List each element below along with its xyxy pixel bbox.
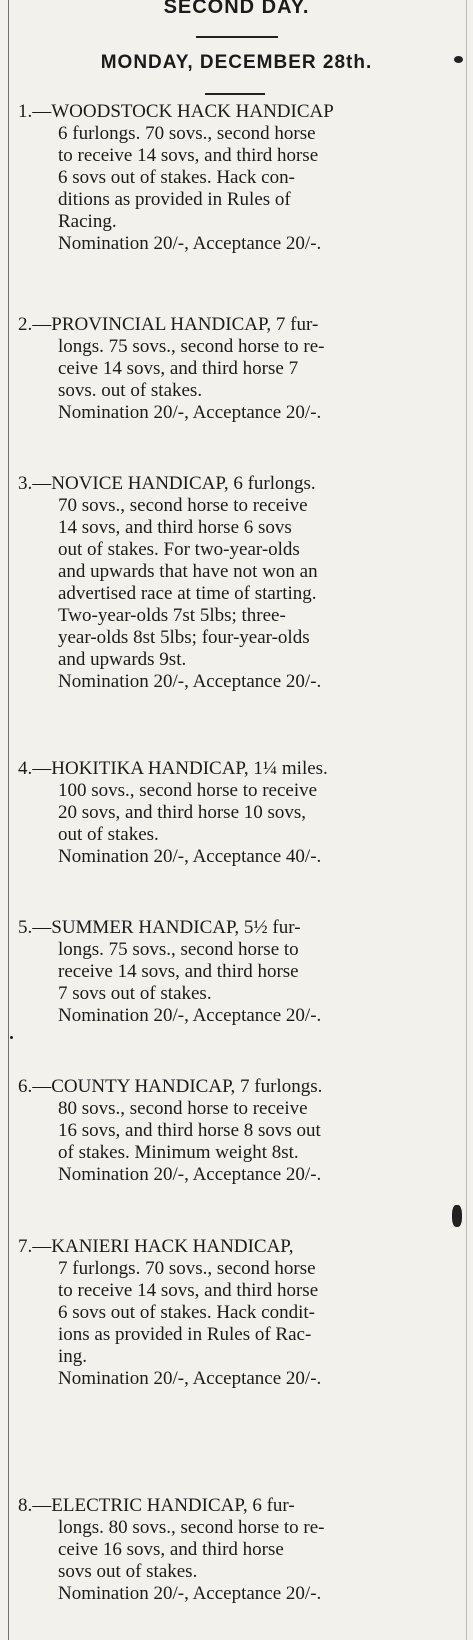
nomination-line: Nomination 20/-, Acceptance 40/-. — [58, 846, 322, 867]
race-entry-1 — [18, 101, 454, 255]
race-title: 3.—NOVICE HANDICAP, 6 furlongs. — [18, 473, 316, 494]
race-text-line: to receive 14 sovs, and third horse — [58, 145, 319, 166]
nomination-line: Nomination 20/-, Acceptance 20/-. — [58, 1005, 322, 1026]
race-text-line: receive 14 sovs, and third horse — [58, 961, 299, 982]
race-title: 2.—PROVINCIAL HANDICAP, 7 fur- — [18, 314, 319, 335]
race-text-line: 80 sovs., second horse to receive — [58, 1098, 308, 1119]
race-text-line: 16 sovs, and third horse 8 sovs out — [58, 1120, 321, 1141]
ink-speck — [454, 56, 463, 63]
race-text-line: 6 sovs out of stakes. Hack condit- — [58, 1302, 315, 1323]
race-title: 1.—WOODSTOCK HACK HANDICAP — [18, 101, 334, 122]
nomination-line: Nomination 20/-, Acceptance 20/-. — [58, 1583, 322, 1604]
race-entry-5 — [18, 917, 454, 1027]
nomination-line: Nomination 20/-, Acceptance 20/-. — [58, 233, 322, 254]
race-text-line: ditions as provided in Rules of — [58, 189, 291, 210]
race-title: 6.—COUNTY HANDICAP, 7 furlongs. — [18, 1076, 323, 1097]
race-entry-2 — [18, 314, 454, 424]
nomination-line: Nomination 20/-, Acceptance 20/-. — [58, 1368, 322, 1389]
nomination-line: Nomination 20/-, Acceptance 20/-. — [58, 402, 322, 423]
race-text-line: longs. 75 sovs., second horse to — [58, 939, 299, 960]
day-heading: SECOND DAY. — [163, 0, 310, 18]
race-text-line: Two-year-olds 7st 5lbs; three- — [58, 605, 286, 626]
race-text-line: sovs. out of stakes. — [58, 380, 203, 401]
race-text-line: Racing. — [58, 211, 117, 232]
race-text-line: ceive 16 sovs, and third horse — [58, 1539, 284, 1560]
race-text-line: 7 sovs out of stakes. — [58, 983, 212, 1004]
race-text-line: ing. — [58, 1346, 88, 1367]
column-rule-left — [8, 0, 9, 1640]
race-text-line: 14 sovs, and third horse 6 sovs — [58, 517, 292, 538]
race-entry-8 — [18, 1495, 454, 1605]
race-entry-4 — [18, 758, 454, 868]
race-text-line: ions as provided in Rules of Rac- — [58, 1324, 312, 1345]
race-title: 5.—SUMMER HANDICAP, 5½ fur- — [18, 917, 301, 938]
race-text-line: 20 sovs, and third horse 10 sovs, — [58, 802, 307, 823]
nomination-line: Nomination 20/-, Acceptance 20/-. — [58, 1164, 322, 1185]
column-rule-right — [466, 0, 467, 1640]
race-text-line: out of stakes. — [58, 824, 159, 845]
race-text-line: longs. 75 sovs., second horse to re- — [58, 336, 325, 357]
date-heading: MONDAY, DECEMBER 28th. — [100, 52, 373, 73]
race-entry-7 — [18, 1236, 454, 1390]
race-text-line: longs. 80 sovs., second horse to re- — [58, 1517, 325, 1538]
ink-speck — [10, 1036, 13, 1039]
race-text-line: 6 furlongs. 70 sovs., second horse — [58, 123, 316, 144]
race-text-line: 7 furlongs. 70 sovs., second horse — [58, 1258, 316, 1279]
race-title: 7.—KANIERI HACK HANDICAP, — [18, 1236, 294, 1257]
ink-speck — [452, 1205, 462, 1227]
race-text-line: 6 sovs out of stakes. Hack con- — [58, 167, 295, 188]
race-entry-6 — [18, 1076, 454, 1186]
race-text-line: 100 sovs., second horse to receive — [58, 780, 318, 801]
race-text-line: of stakes. Minimum weight 8st. — [58, 1142, 299, 1163]
race-text-line: and upwards that have not won an — [58, 561, 318, 582]
race-text-line: advertised race at time of starting. — [58, 583, 317, 604]
date-divider — [205, 93, 265, 95]
race-text-line: to receive 14 sovs, and third horse — [58, 1280, 319, 1301]
race-text-line: ceive 14 sovs, and third horse 7 — [58, 358, 299, 379]
race-text-line: sovs out of stakes. — [58, 1561, 198, 1582]
race-text-line: out of stakes. For two-year-olds — [58, 539, 300, 560]
race-entry-3 — [18, 473, 454, 693]
nomination-line: Nomination 20/-, Acceptance 20/-. — [58, 671, 322, 692]
race-title: 4.—HOKITIKA HANDICAP, 1¼ miles. — [18, 758, 328, 779]
heading-divider — [196, 36, 278, 38]
race-text-line: and upwards 9st. — [58, 649, 187, 670]
race-title: 8.—ELECTRIC HANDICAP, 6 fur- — [18, 1495, 295, 1516]
race-text-line: year-olds 8st 5lbs; four-year-olds — [58, 627, 310, 648]
race-text-line: 70 sovs., second horse to receive — [58, 495, 308, 516]
